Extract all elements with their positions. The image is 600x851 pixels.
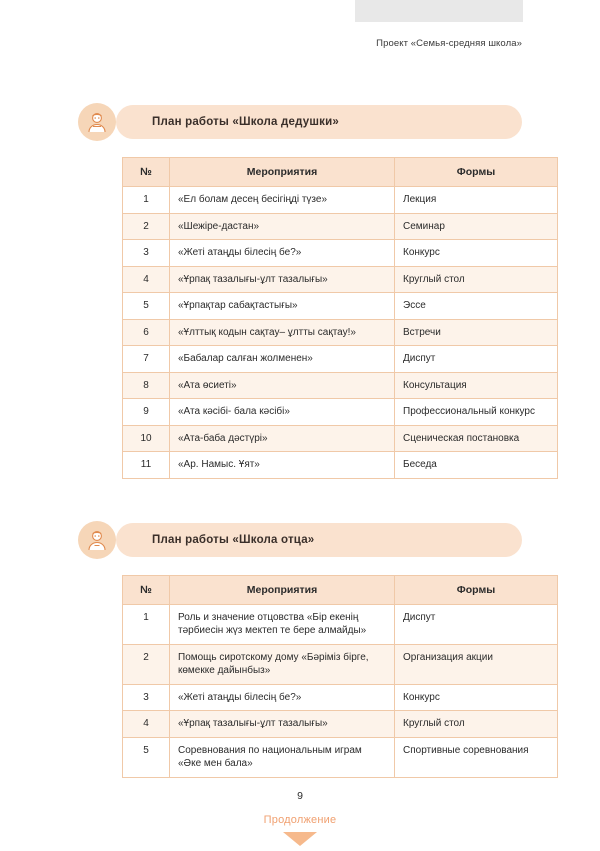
cell-event: «Ұрпақтар сабақтастығы»	[170, 293, 395, 320]
table-row	[123, 737, 558, 777]
table-header-row	[123, 158, 558, 187]
cell-number: 11	[123, 452, 170, 479]
cell-form: Встречи	[395, 319, 558, 346]
page-number: 9	[297, 790, 303, 802]
cell-number: 10	[123, 425, 170, 452]
cell-form: Сценическая постановка	[395, 425, 558, 452]
section-title: План работы «Школа отца»	[152, 533, 315, 546]
table-header-row	[123, 575, 558, 604]
cell-number: 4	[123, 266, 170, 293]
header-gray-band	[355, 0, 523, 22]
cell-form: Спортивные соревнования	[395, 737, 558, 777]
cell-event: «Ел болам десең бесігіңді түзе»	[170, 187, 395, 214]
continuation-block	[78, 814, 522, 846]
cell-event: Соревнования по национальным играм «Әке мен бала»	[170, 737, 395, 777]
table-row	[123, 346, 558, 373]
cell-event: «Ата өсиеті»	[170, 372, 395, 399]
plan-table-father	[122, 575, 558, 778]
cell-event: «Ар. Намыс. Ұят»	[170, 452, 395, 479]
table-row	[123, 187, 558, 214]
cell-number: 9	[123, 399, 170, 426]
column-header-form: Формы	[395, 575, 558, 604]
cell-event: «Ата-баба дәстүрі»	[170, 425, 395, 452]
table-row	[123, 425, 558, 452]
table-row	[123, 372, 558, 399]
cell-event: «Ұрпақ тазалығы-ұлт тазалығы»	[170, 711, 395, 738]
cell-form: Круглый стол	[395, 266, 558, 293]
cell-event: «Жеті атаңды білесің бе?»	[170, 240, 395, 267]
cell-form: Семинар	[395, 213, 558, 240]
section-pill	[116, 523, 522, 557]
section-header-grandfather	[78, 105, 522, 139]
cell-event: «Ұлттық кодын сақтау– ұлтты сақтау!»	[170, 319, 395, 346]
table-row	[123, 604, 558, 644]
cell-number: 1	[123, 604, 170, 644]
table-row	[123, 644, 558, 684]
cell-number: 2	[123, 644, 170, 684]
column-header-event: Мероприятия	[170, 158, 395, 187]
cell-event: «Шежіре-дастан»	[170, 213, 395, 240]
section-title: План работы «Школа дедушки»	[152, 116, 339, 128]
cell-event: «Бабалар салған жолменен»	[170, 346, 395, 373]
table-row	[123, 452, 558, 479]
table-row	[123, 319, 558, 346]
table-row	[123, 240, 558, 267]
cell-event: «Жеті атаңды білесің бе?»	[170, 684, 395, 711]
cell-form: Консультация	[395, 372, 558, 399]
cell-number: 5	[123, 737, 170, 777]
continuation-label: Продолжение	[263, 813, 337, 826]
grandfather-avatar-icon	[78, 103, 116, 141]
cell-event: «Ұрпақ тазалығы-ұлт тазалығы»	[170, 266, 395, 293]
cell-number: 6	[123, 319, 170, 346]
cell-form: Конкурс	[395, 240, 558, 267]
table-row	[123, 684, 558, 711]
project-header-note: Проект «Семья-средняя школа»	[376, 38, 522, 49]
arrow-down-icon	[283, 832, 317, 846]
cell-event: Помощь сиротскому дому «Бәріміз бірге, көмекке дайынбыз»	[170, 644, 395, 684]
cell-number: 3	[123, 240, 170, 267]
cell-form: Лекция	[395, 187, 558, 214]
cell-number: 1	[123, 187, 170, 214]
section-header-father	[78, 523, 522, 557]
cell-number: 3	[123, 684, 170, 711]
table-row	[123, 399, 558, 426]
page-content	[78, 105, 535, 846]
table-row	[123, 266, 558, 293]
cell-form: Эссе	[395, 293, 558, 320]
column-header-number: №	[123, 158, 170, 187]
cell-number: 4	[123, 711, 170, 738]
cell-form: Организация акции	[395, 644, 558, 684]
section-pill	[116, 105, 522, 139]
cell-event: «Ата кәсібі- бала кәсібі»	[170, 399, 395, 426]
section-spacer	[78, 479, 522, 523]
cell-form: Диспут	[395, 346, 558, 373]
cell-form: Круглый стол	[395, 711, 558, 738]
cell-number: 7	[123, 346, 170, 373]
father-avatar-icon	[78, 521, 116, 559]
table-row	[123, 711, 558, 738]
table-row	[123, 213, 558, 240]
cell-number: 5	[123, 293, 170, 320]
column-header-event: Мероприятия	[170, 575, 395, 604]
column-header-number: №	[123, 575, 170, 604]
cell-event: Роль и значение отцовства «Бір екенің тәрбиесін жүз мектеп те бере алмайды»	[170, 604, 395, 644]
table-row	[123, 293, 558, 320]
cell-form: Беседа	[395, 452, 558, 479]
cell-number: 2	[123, 213, 170, 240]
column-header-form: Формы	[395, 158, 558, 187]
cell-form: Конкурс	[395, 684, 558, 711]
cell-form: Диспут	[395, 604, 558, 644]
cell-form: Профессиональный конкурс	[395, 399, 558, 426]
plan-table-grandfather	[122, 157, 558, 479]
cell-number: 8	[123, 372, 170, 399]
